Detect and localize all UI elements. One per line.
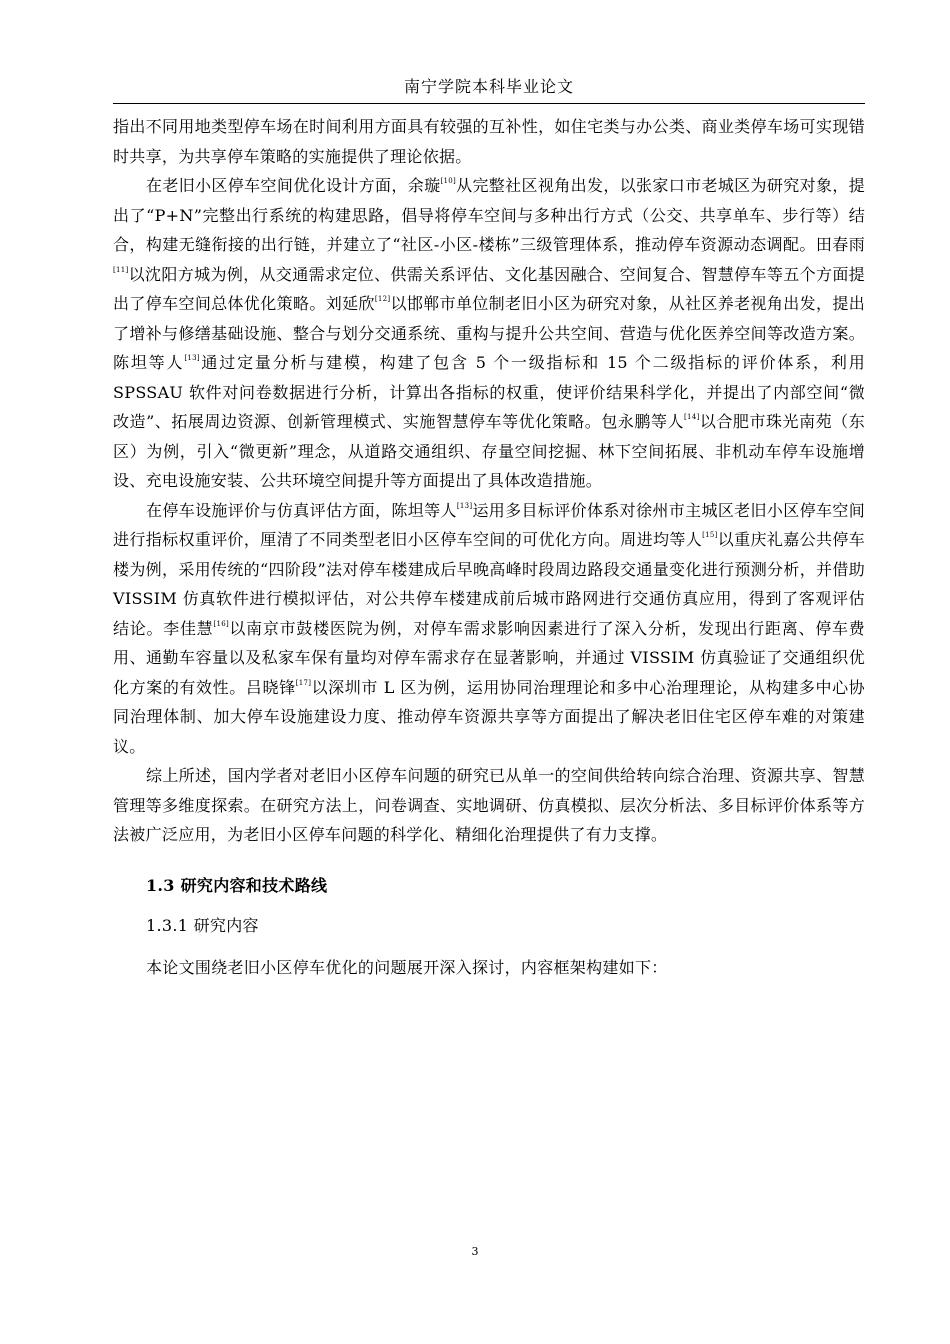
text-run: 以南京市鼓楼医院为例，对停车需求影响因素进行了深入分析，发现出行距离、停车费用、通勤车容量以及私家车保有量均对停车需求存在显著影响，并通过 VISSIM 仿真验证了交通组织优化方案的有效性。吕晓锋 — [113, 618, 865, 697]
page-body — [113, 112, 865, 986]
text-run: 以沈阳方城为例，从交通需求定位、供需关系评估、文化基因融合、空间复合、智慧停车等五个方面提出了停车空间总体优化策略。刘延欣 — [113, 264, 865, 313]
text-run: 以邯郸市单位制老旧小区为研究对象，从社区养老视角出发，提出了增补与修缮基础设施、整合与划分交通系统、重构与提升公共空间、营造与优化医养空间等改造方案。陈坦等人 — [113, 294, 865, 372]
citation-ref: [17] — [295, 678, 312, 687]
text-run: 以深圳市 L 区为例，运用协同治理理论和多中心治理理论，从构建多中心协同治理体制、加大停车设施建设力度、推动停车资源共享等方面提出了解决老旧住宅区停车难的对策建议。 — [113, 677, 865, 756]
text-run: 在停车设施评价与仿真评估方面，陈坦等人 — [146, 500, 457, 520]
citation-ref: [14] — [684, 413, 700, 421]
section-heading: 1.3 研究内容和技术路线 — [146, 875, 328, 895]
body-paragraphs — [113, 112, 865, 850]
citation-ref: [11] — [113, 265, 129, 274]
body-paragraph — [113, 112, 865, 171]
body-paragraph — [113, 496, 865, 762]
text-run: 通过定量分析与建模，构建了包含 5 个一级指标和 15 个二级指标的评价体系，利用 SPSSAU 软件对问卷数据进行分析，计算出各指标的权重，使评价结果科学化，并提出了内部空间“微改造”、拓展周边资源、创新管理模式、实施智慧停车等优化策略。包永鹏等人 — [113, 353, 866, 431]
body-paragraph — [113, 761, 865, 850]
text-run: 以合肥市珠光南苑（东区）为例，引入“微更新”理念，从道路交通组织、存量空间挖掘、林下空间拓展、非机动车停车设施增设、充电设施安装、公共环境空间提升等方面提出了具体改造措施。 — [113, 412, 865, 490]
text-run: 运用多目标评价体系对徐州市主城区老旧小区停车空间进行指标权重评价，厘清了不同类型老旧小区停车空间的可优化方向。周进均等人 — [113, 500, 865, 549]
text-run: 综上所述，国内学者对老旧小区停车问题的研究已从单一的空间供给转向综合治理、资源共享、智慧管理等多维度探索。在研究方法上，问卷调查、实地调研、仿真模拟、层次分析法、多目标评价体系等方法被广泛应用，为老旧小区停车问题的科学化、精细化治理提供了有力支撑。 — [113, 766, 865, 844]
citation-ref: [15] — [702, 531, 718, 539]
page-number: 3 — [471, 1245, 479, 1258]
citation-ref: [16] — [213, 619, 229, 628]
text-run: 在老旧小区停车空间优化设计方面，余璇 — [146, 176, 441, 195]
text-run: 指出不同用地类型停车场在时间利用方面具有较强的互补性，如住宅类与办公类、商业类停车场可实现错时共享，为共享停车策略的实施提供了理论依据。 — [113, 117, 865, 166]
intro-sentence: 本论文围绕老旧小区停车优化的问题展开深入探讨，内容框架构建如下： — [146, 957, 668, 977]
running-header: 南宁学院本科毕业论文 — [403, 77, 574, 96]
citation-ref: [10] — [440, 177, 457, 185]
body-paragraph — [113, 171, 865, 496]
citation-ref: [13] — [456, 501, 473, 510]
text-run: 以重庆礼嘉公共停车楼为例，采用传统的“四阶段”法对停车楼建成后早晚高峰时段周边路段交通量变化进行预测分析，并借助 VISSIM 仿真软件进行模拟评估，对公共停车楼建成前后城市路网进行交通仿真应用，得到了客观评估结论。李佳慧 — [113, 530, 866, 638]
citation-ref: [13] — [184, 354, 200, 362]
subsection-heading: 1.3.1 研究内容 — [146, 915, 259, 935]
text-run: 从完整社区视角出发，以张家口市老城区为研究对象，提出了“P+N”完整出行系统的构建思路，倡导将停车空间与多种出行方式（公交、共享单车、步行等）结合，构建无缝衔接的出行链，并建立了“社区-小区-楼栋”三级管理体系，推动停车资源动态调配。田春雨 — [113, 176, 865, 254]
header-rule — [113, 103, 865, 104]
citation-ref: [12] — [374, 295, 391, 303]
